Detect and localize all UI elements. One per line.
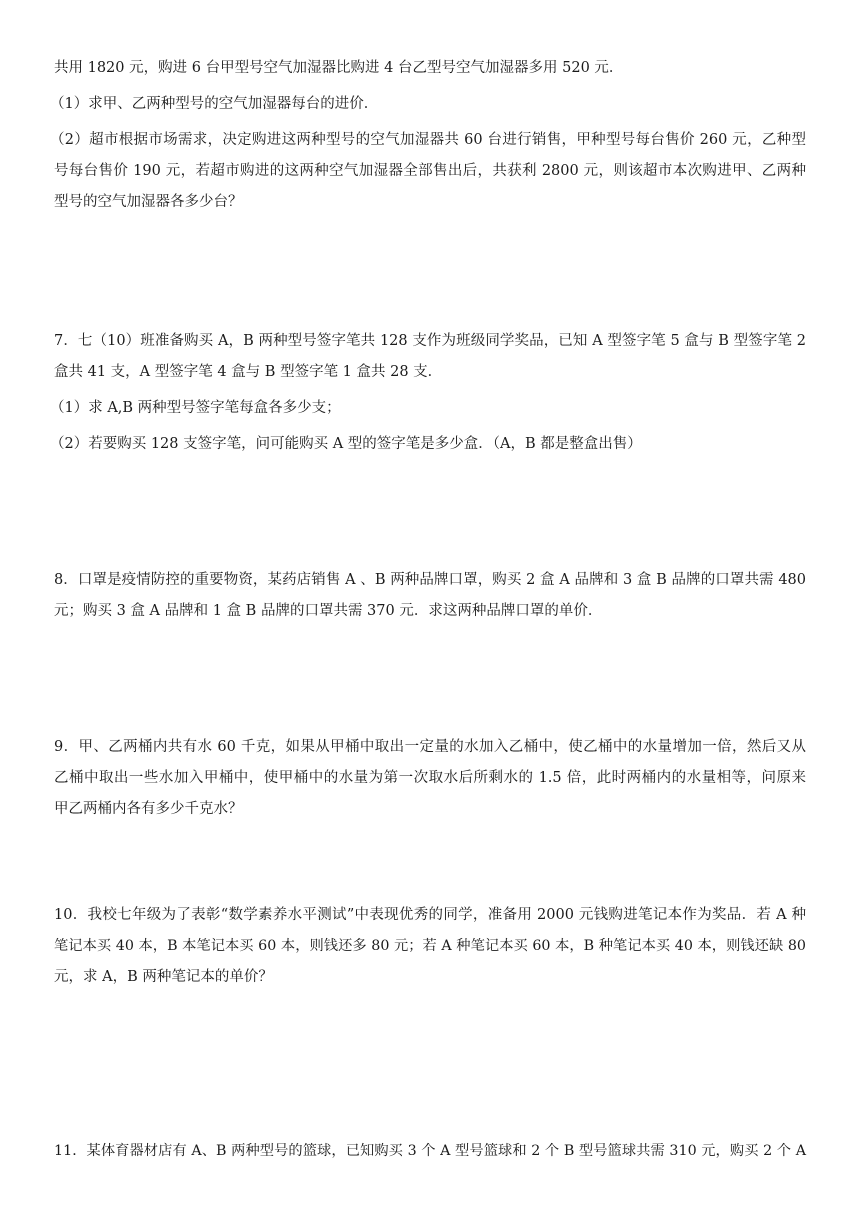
q10-line-2: 笔记本买 40 本，B 本笔记本买 60 本，则钱还多 80 元；若 A 种笔记本买 60 本，B 种笔记本买 40 本，则钱还缺 80: [54, 938, 806, 954]
q8-line-2: 元；购买 3 盒 A 品牌和 1 盒 B 品牌的口罩共需 370 元．求这两种品牌口罩的单价．: [54, 603, 603, 619]
q7-line-2: 盒共 41 支，A 型签字笔 4 盒与 B 型签字笔 1 盒共 28 支．: [54, 364, 443, 380]
q6-line-1: 共用 1820 元，购进 6 台甲型号空气加湿器比购进 4 台乙型号空气加湿器多用 520 元．: [54, 60, 624, 76]
q7-part-1: （1）求 A,B 两种型号签字笔每盒各多少支；: [50, 400, 341, 416]
q6-part-2-line-1: （2）超市根据市场需求，决定购进这两种型号的空气加湿器共 60 台进行销售，甲种型号每台售价 260 元，乙种型: [50, 132, 806, 148]
q6-part-2-line-3: 型号的空气加湿器各多少台？: [54, 194, 243, 210]
q6-part-1: （1）求甲、乙两种型号的空气加湿器每台的进价．: [50, 96, 379, 112]
q6-part-2-line-2: 号每台售价 190 元，若超市购进的这两种空气加湿器全部售出后，共获利 2800 元，则该超市本次购进甲、乙两种: [54, 163, 806, 179]
q7-part-2: （2）若要购买 128 支签字笔，问可能购买 A 型的签字笔是多少盒．（A，B 都是整盒出售）: [50, 436, 642, 452]
q9-line-2: 乙桶中取出一些水加入甲桶中，使甲桶中的水量为第一次取水后所剩水的 1.5 倍，此时两桶内的水量相等，问原来: [54, 770, 806, 786]
q11-line-1: 11．某体育器材店有 A、B 两种型号的篮球，已知购买 3 个 A 型号篮球和 2 个 B 型号篮球共需 310 元，购买 2 个 A: [54, 1143, 806, 1159]
q9-line-3: 甲乙两桶内各有多少千克水？: [54, 801, 243, 817]
q10-line-3: 元，求 A，B 两种笔记本的单价？: [54, 969, 273, 985]
q7-line-1: 7．七（10）班准备购买 A，B 两种型号签字笔共 128 支作为班级同学奖品，已知 A 型签字笔 5 盒与 B 型签字笔 2: [54, 333, 806, 349]
q9-line-1: 9．甲、乙两桶内共有水 60 千克，如果从甲桶中取出一定量的水加入乙桶中，使乙桶中的水量增加一倍，然后又从: [54, 739, 806, 755]
q8-line-1: 8．口罩是疫情防控的重要物资，某药店销售 A 、B 两种品牌口罩，购买 2 盒 A 品牌和 3 盒 B 品牌的口罩共需 480: [54, 572, 806, 588]
q10-line-1: 10．我校七年级为了表彰“数学素养水平测试”中表现优秀的同学，准备用 2000 元钱购进笔记本作为奖品．若 A 种: [54, 907, 806, 923]
